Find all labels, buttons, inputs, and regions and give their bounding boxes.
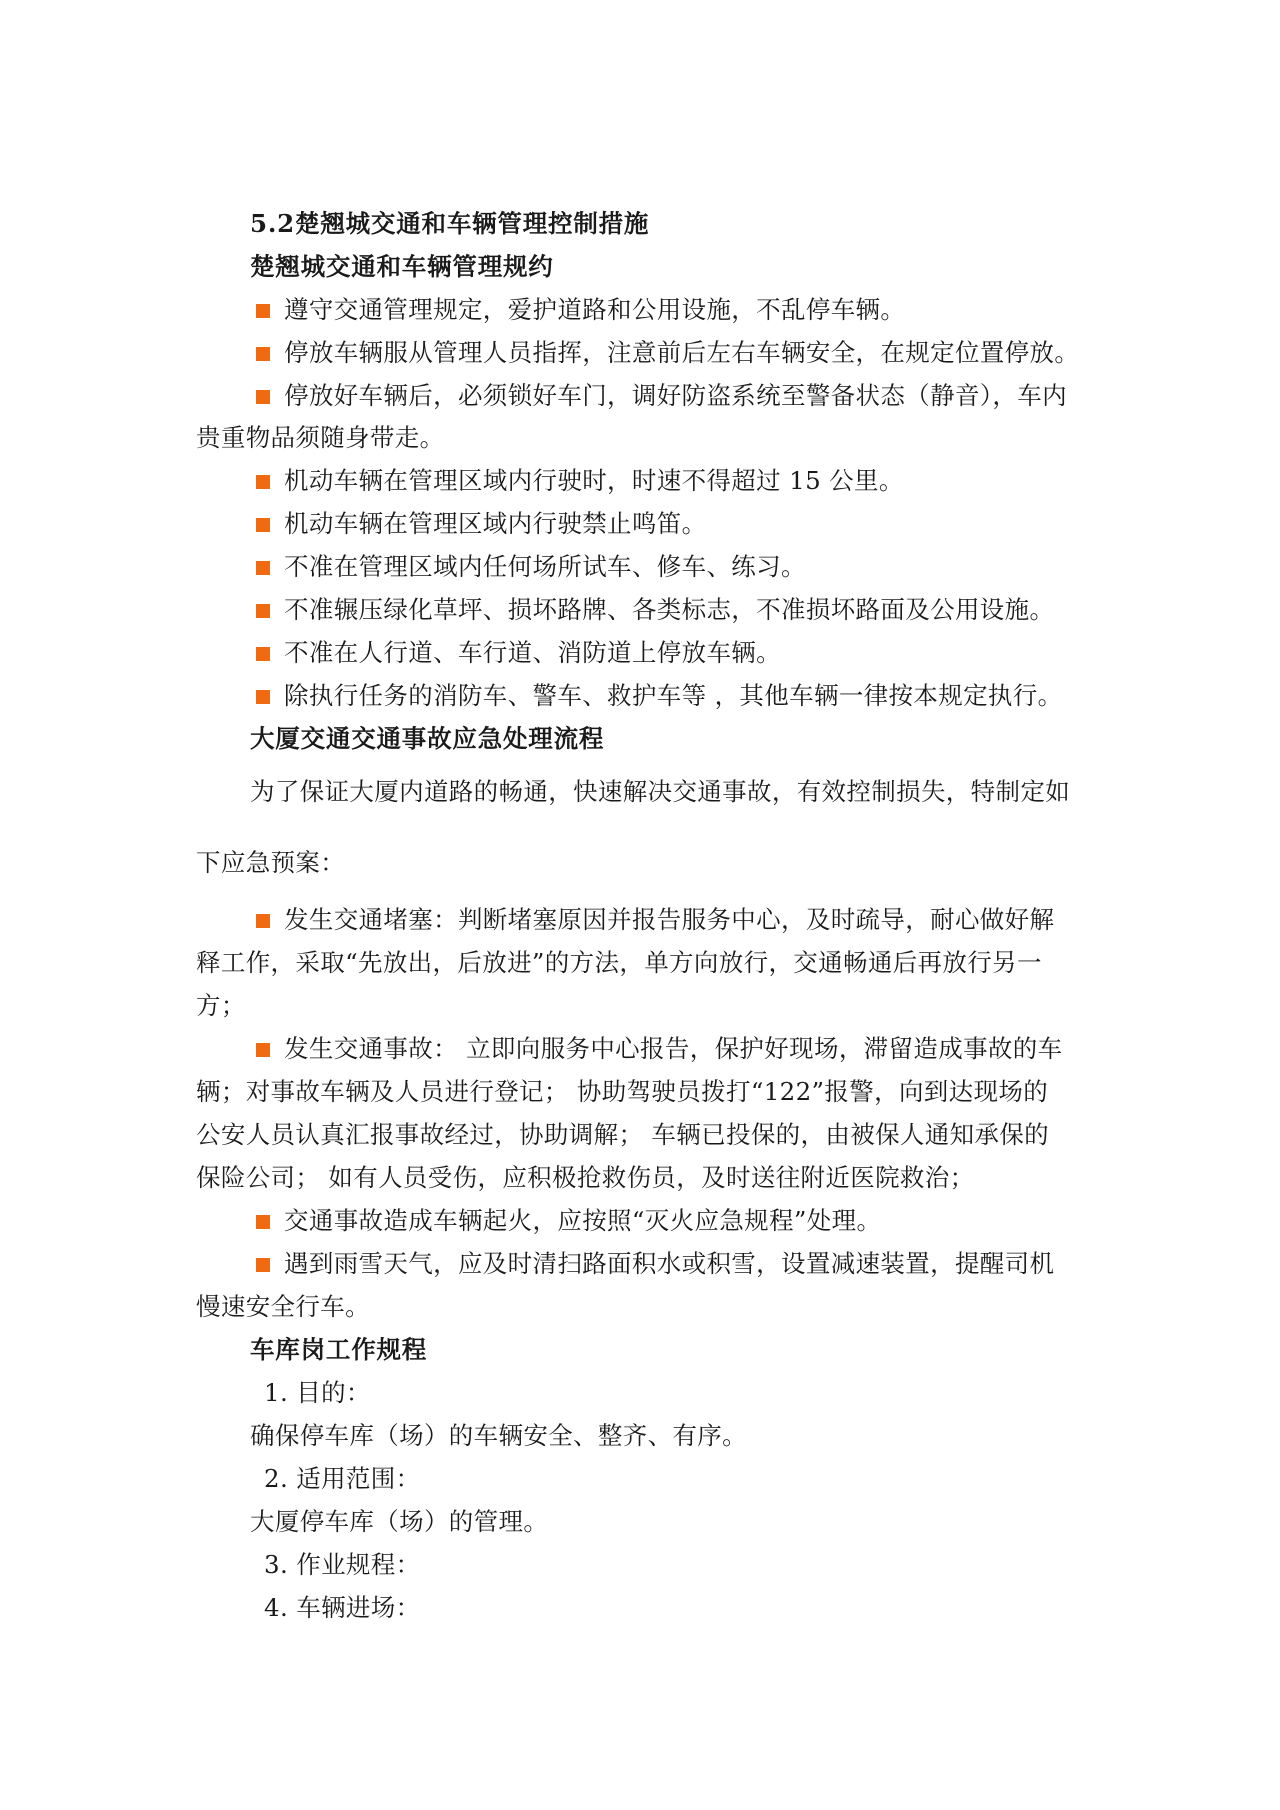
entry-label: 4. 车辆进场： xyxy=(264,1593,421,1622)
orange-square-icon xyxy=(256,304,270,318)
weather-paragraph-line: 慢速安全行车。 xyxy=(196,1292,370,1321)
accident-paragraph-line: 公安人员认真汇报事故经过，协助调解； 车辆已投保的，由被保人通知承保的 xyxy=(196,1120,1050,1149)
orange-square-icon xyxy=(256,914,270,928)
accident-paragraph-line: 发生交通事故： 立即向服务中心报告，保护好现场，滞留造成事故的车 xyxy=(256,1034,1062,1064)
intro-paragraph-line: 为了保证大厦内道路的畅通，快速解决交通事故，有效控制损失，特制定如 xyxy=(250,777,1071,806)
orange-square-icon xyxy=(256,1258,270,1272)
rule-item: 遵守交通管理规定，爱护道路和公用设施，不乱停车辆。 xyxy=(256,295,905,325)
accident-paragraph-line: 辆；对事故车辆及人员进行登记； 协助驾驶员拨打“122”报警，向到达现场的 xyxy=(196,1077,1049,1106)
garage-heading: 车库岗工作规程 xyxy=(250,1335,428,1364)
procedure-label: 3. 作业规程： xyxy=(264,1550,421,1579)
scope-text: 大厦停车库（场）的管理。 xyxy=(250,1507,549,1536)
rule-item: 机动车辆在管理区域内行驶禁止鸣笛。 xyxy=(256,509,706,539)
rule-item: 不准在人行道、车行道、消防道上停放车辆。 xyxy=(256,638,781,668)
jam-paragraph-line: 方； xyxy=(196,991,246,1020)
orange-square-icon xyxy=(256,475,270,489)
orange-square-icon xyxy=(256,647,270,661)
intro-paragraph-line: 下应急预案： xyxy=(196,848,346,877)
orange-square-icon xyxy=(256,1215,270,1229)
orange-square-icon xyxy=(256,347,270,361)
purpose-text: 确保停车库（场）的车辆安全、整齐、有序。 xyxy=(250,1421,747,1450)
weather-paragraph-line: 遇到雨雪天气，应及时清扫路面积水或积雪，设置减速装置，提醒司机 xyxy=(256,1249,1054,1279)
fire-paragraph-line: 交通事故造成车辆起火，应按照“灭火应急规程”处理。 xyxy=(256,1206,881,1236)
jam-paragraph-line: 释工作，采取“先放出，后放进”的方法，单方向放行，交通畅通后再放行另一 xyxy=(196,948,1042,977)
rule-item: 不准在管理区域内任何场所试车、修车、练习。 xyxy=(256,552,806,582)
orange-square-icon xyxy=(256,1043,270,1057)
emergency-heading: 大厦交通交通事故应急处理流程 xyxy=(250,724,605,753)
purpose-label: 1. 目的： xyxy=(264,1378,371,1407)
orange-square-icon xyxy=(256,561,270,575)
rule-item: 除执行任务的消防车、警车、救护车等 ，其他车辆一律按本规定执行。 xyxy=(256,681,1062,711)
rule-item: 不准辗压绿化草坪、损坏路牌、各类标志，不准损坏路面及公用设施。 xyxy=(256,595,1054,625)
section-heading: 5.2楚翘城交通和车辆管理控制措施 xyxy=(250,209,650,238)
rule-item: 停放好车辆后，必须锁好车门，调好防盗系统至警备状态（静音），车内 xyxy=(256,381,1067,411)
orange-square-icon xyxy=(256,390,270,404)
rule-item: 停放车辆服从管理人员指挥，注意前后左右车辆安全，在规定位置停放。 xyxy=(256,338,1079,368)
orange-square-icon xyxy=(256,604,270,618)
rules-heading: 楚翘城交通和车辆管理规约 xyxy=(250,252,554,281)
accident-paragraph-line: 保险公司； 如有人员受伤，应积极抢救伤员，及时送往附近医院救治； xyxy=(196,1163,975,1192)
scope-label: 2. 适用范围： xyxy=(264,1464,421,1493)
rule-item: 机动车辆在管理区域内行驶时，时速不得超过 15 公里。 xyxy=(256,466,904,496)
orange-square-icon xyxy=(256,518,270,532)
rule-item-continuation: 贵重物品须随身带走。 xyxy=(196,423,445,452)
orange-square-icon xyxy=(256,690,270,704)
jam-paragraph-line: 发生交通堵塞：判断堵塞原因并报告服务中心，及时疏导，耐心做好解 xyxy=(256,905,1054,935)
